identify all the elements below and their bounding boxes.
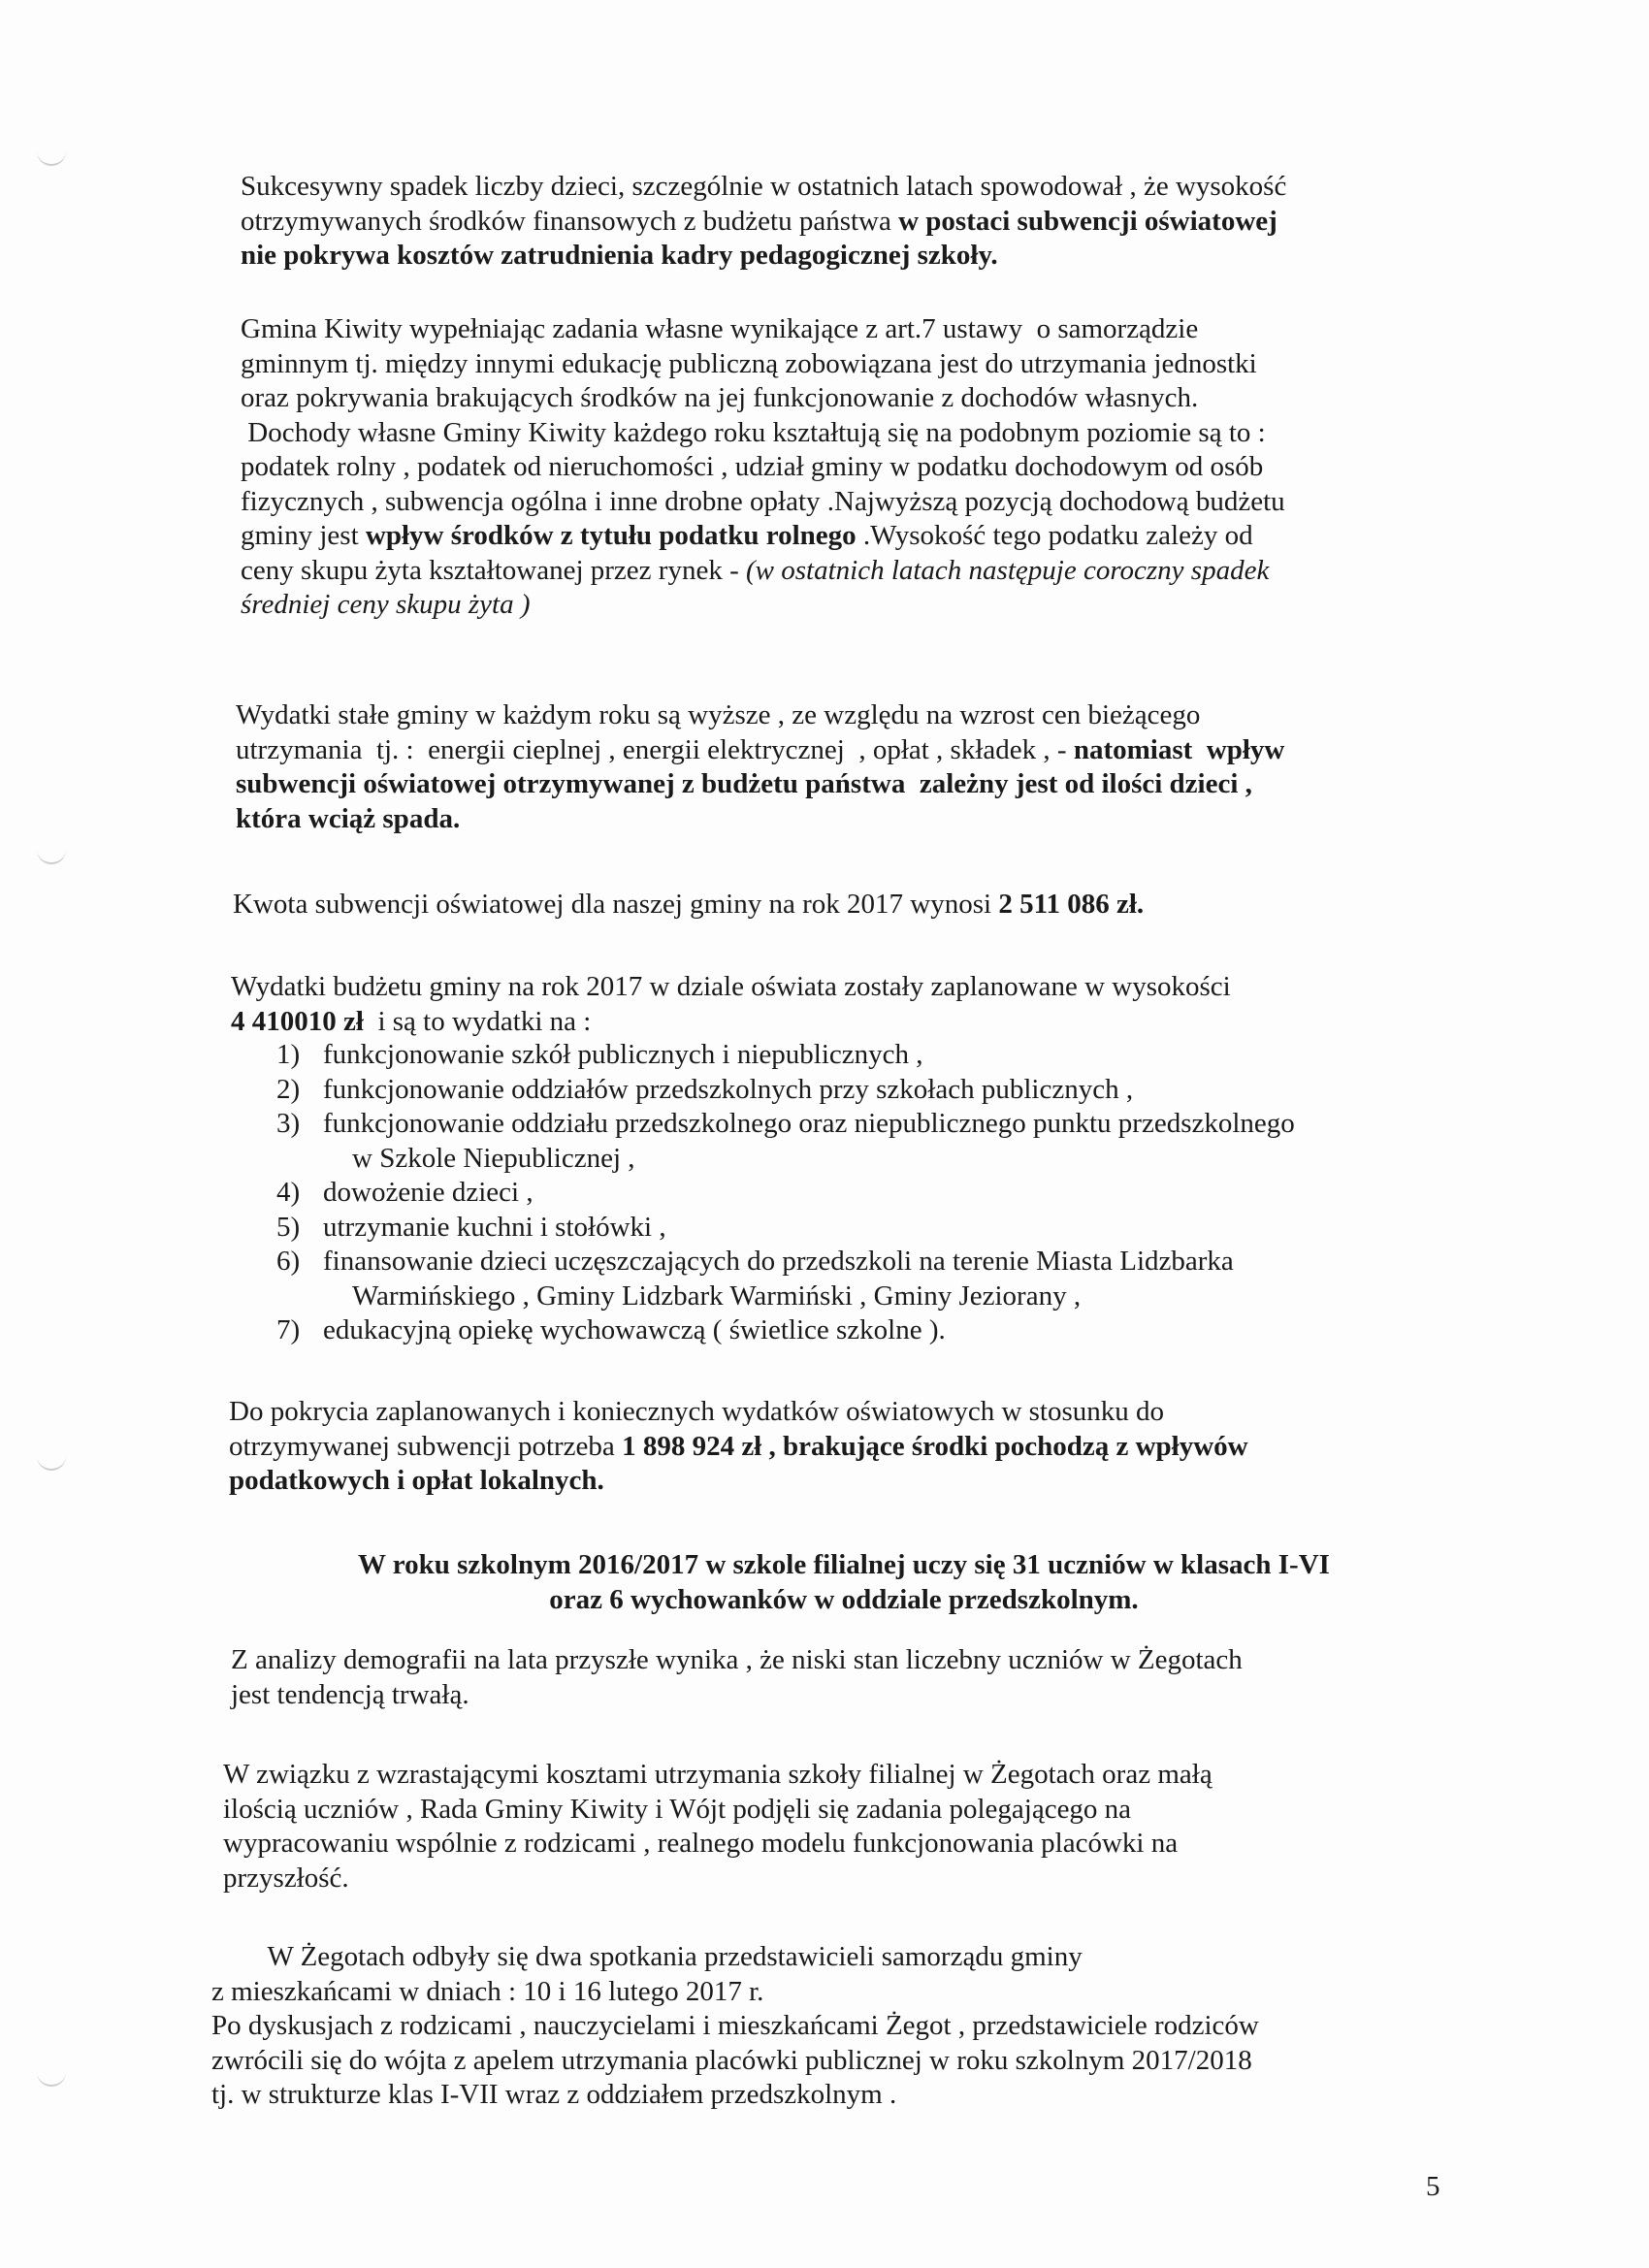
- text-segment: .Wysokość tego podatku zależy od: [856, 520, 1253, 551]
- paragraph-funding-gap: [229, 1395, 1248, 1499]
- text-segment: Po dyskusjach z rodzicami , nauczycielami i mieszkańcami Żegot , przedstawiciele rodziców: [211, 2010, 1259, 2041]
- text-line: [241, 205, 1286, 240]
- text-segment: Z analizy demografii na lata przyszłe wynika , że niski stan liczebny uczniów w Żegotach: [231, 1644, 1243, 1675]
- text-segment: Wydatki budżetu gminy na rok 2017 w dziale oświata zostały zaplanowane w wysokości: [231, 971, 1231, 1002]
- text-segment: i są to wydatki na :: [363, 1005, 592, 1037]
- text-line: [0, 1583, 1649, 1618]
- text-line: [241, 347, 1285, 382]
- text-segment: otrzymywanych środków finansowych z budżetu państwa: [241, 205, 899, 237]
- list-item: [276, 1107, 1295, 1176]
- bold-text: subwencji oświatowej otrzymywanej z budżetu państwa: [236, 768, 906, 799]
- text-line: [231, 1643, 1243, 1678]
- text-line: [241, 588, 1285, 623]
- bold-text: podatkowych i opłat lokalnych.: [229, 1465, 604, 1496]
- bold-text: w postaci subwencji oświatowej: [898, 205, 1277, 237]
- text-line: [241, 485, 1285, 520]
- text-segment: podatek rolny , podatek od nieruchomości , udział gminy w podatku dochodowym od osób: [241, 451, 1264, 482]
- paragraph-fixed-expenses: [236, 698, 1284, 836]
- text-segment: W Żegotach odbyły się dwa spotkania przedstawicieli samorządu gminy: [211, 1941, 1083, 1972]
- bold-text: 4 410010 zł: [231, 1005, 364, 1037]
- text-segment: gminy jest: [241, 520, 366, 551]
- text-line: [229, 1395, 1248, 1430]
- expense-list: [276, 1038, 1295, 1348]
- text-segment: W związku z wzrastającymi kosztami utrzymania szkoły filialnej w Żegotach oraz małą: [223, 1759, 1212, 1790]
- list-item: [276, 1245, 1295, 1313]
- text-line: [236, 698, 1284, 733]
- text-segment: Do pokrycia zaplanowanych i koniecznych wydatków oświatowych w stosunku do: [229, 1396, 1165, 1427]
- text-line: [241, 312, 1285, 347]
- list-number: 7): [276, 1314, 301, 1345]
- text-line: [229, 1464, 1248, 1499]
- text-line: [211, 2078, 1259, 2113]
- text-line: [236, 733, 1284, 768]
- text-line: [0, 1548, 1649, 1583]
- text-segment: Kwota subwencji oświatowej dla naszej gminy na rok 2017 wynosi: [233, 889, 999, 920]
- text-segment: ceny skupu żyta kształtowanej przez rynek -: [241, 554, 746, 586]
- list-item-text: w Szkole Niepublicznej ,: [352, 1142, 635, 1174]
- text-line: [229, 1430, 1248, 1465]
- text-line: [233, 888, 1144, 923]
- bold-text: nie pokrywa kosztów zatrudnienia kadry pedagogicznej szkoły.: [241, 240, 998, 271]
- text-segment: fizycznych , subwencja ogólna i inne drobne opłaty .Najwyższą pozycją dochodową budżetu: [241, 485, 1285, 517]
- text-line: [211, 1940, 1259, 1975]
- list-number: 6): [276, 1246, 301, 1277]
- list-number: 2): [276, 1073, 301, 1105]
- text-segment: z mieszkańcami w dniach : 10 i 16 lutego 2017 r.: [211, 1975, 764, 2007]
- centered-pupil-count: [0, 1548, 1649, 1617]
- text-segment: Dochody własne Gminy Kiwity każdego roku kształtują się na podobnym poziomie są to :: [241, 416, 1266, 448]
- text-line: [231, 970, 1231, 1005]
- page-number: 5: [1426, 2171, 1440, 2202]
- text-line: [241, 416, 1285, 451]
- text-segment: Gmina Kiwity wypełniając zadania własne wynikające z art.7 ustawy o samorządzie: [241, 313, 1199, 344]
- list-number: 1): [276, 1039, 301, 1070]
- text-line: [211, 1975, 1259, 2010]
- list-item-text: finansowanie dzieci uczęszczających do przedszkoli na terenie Miasta Lidzbarka: [323, 1246, 1234, 1277]
- paragraph-rising-costs: [223, 1758, 1212, 1895]
- list-item-text: funkcjonowanie szkół publicznych i niepublicznych ,: [323, 1039, 923, 1070]
- bold-text: natomiast wpływ: [1073, 733, 1285, 765]
- text-line: [236, 767, 1284, 802]
- list-item: [276, 1038, 1295, 1073]
- text-line: [241, 450, 1285, 485]
- list-item-text: utrzymanie kuchni i stołówki ,: [323, 1211, 666, 1243]
- list-item: [276, 1176, 1295, 1211]
- bold-text: 1 898 924 zł , brakujące środki pochodzą z wpływów: [622, 1430, 1248, 1462]
- list-item: [276, 1211, 1295, 1246]
- list-number: 4): [276, 1177, 301, 1208]
- text-segment: ilością uczniów , Rada Gminy Kiwity i Wójt podjęli się zadania polegającego na: [223, 1793, 1132, 1825]
- text-line: [231, 1005, 1231, 1040]
- text-line: [241, 239, 1286, 274]
- text-segment: oraz pokrywania brakujących środków na jej funkcjonowanie z dochodów własnych.: [241, 382, 1199, 413]
- text-segment: tj. w strukturze klas I-VII wraz z oddziałem przedszkolnym .: [211, 2079, 897, 2110]
- list-item-text: funkcjonowanie oddziału przedszkolnego oraz niepublicznego punktu przedszkolnego: [323, 1108, 1295, 1139]
- paragraph-subsidy-decline: [241, 170, 1286, 274]
- paragraph-meetings: [211, 1940, 1259, 2113]
- punch-hole-mark: [37, 2071, 66, 2087]
- text-segment: Sukcesywny spadek liczby dzieci, szczególnie w ostatnich latach spowodował , że wysokość: [241, 171, 1287, 202]
- bold-text: W roku szkolnym 2016/2017 w szkole filialnej uczy się 31 uczniów w klasach I-VI: [358, 1549, 1330, 1580]
- text-line: [223, 1793, 1212, 1828]
- list-item: [276, 1313, 1295, 1348]
- text-line: [241, 381, 1285, 416]
- text-segment: Wydatki stałe gminy w każdym roku są wyższe , ze względu na wzrost cen bieżącego: [236, 699, 1201, 730]
- list-item-text: dowożenie dzieci ,: [323, 1177, 534, 1208]
- bold-text: wpływ środków z tytułu podatku rolnego: [365, 520, 857, 551]
- text-line: [241, 554, 1285, 589]
- text-line: [211, 2009, 1259, 2044]
- text-line: [223, 1862, 1212, 1896]
- punch-hole-mark: [37, 849, 66, 864]
- paragraph-subsidy-amount: [233, 888, 1144, 923]
- list-item-text: Warmińskiego , Gminy Lidzbark Warmiński , Gminy Jeziorany ,: [352, 1280, 1082, 1312]
- text-line: [231, 1678, 1243, 1713]
- text-segment: zwrócili się do wójta z apelem utrzymania placówki publicznej w roku szkolnym 2017/2018: [211, 2044, 1252, 2076]
- text-segment: utrzymania tj. : energii cieplnej , energii elektrycznej , opłat , składek , -: [236, 733, 1074, 765]
- text-line: [241, 519, 1285, 554]
- text-segment: otrzymywanej subwencji potrzeba: [229, 1430, 623, 1462]
- paragraph-municipal-income: [241, 312, 1285, 623]
- punch-hole-mark: [37, 150, 66, 166]
- text-line: [211, 2044, 1259, 2079]
- italic-text: średniej ceny skupu żyta ): [241, 589, 531, 620]
- text-line: [223, 1827, 1212, 1862]
- text-segment: przyszłość.: [223, 1862, 349, 1894]
- text-segment: gminnym tj. między innymi edukację publiczną zobowiązana jest do utrzymania jednostki: [241, 347, 1257, 379]
- list-number: 5): [276, 1211, 301, 1243]
- paragraph-demographics: [231, 1643, 1243, 1712]
- text-segment: [905, 768, 920, 799]
- list-number: 3): [276, 1108, 301, 1139]
- list-item-text: edukacyjną opiekę wychowawczą ( świetlice szkolne ).: [323, 1314, 946, 1345]
- list-item-text: funkcjonowanie oddziałów przedszkolnych przy szkołach publicznych ,: [323, 1073, 1134, 1105]
- italic-text: (w ostatnich latach następuje coroczny spadek: [745, 554, 1270, 586]
- text-line: [223, 1758, 1212, 1793]
- bold-text: oraz 6 wychowanków w oddziale przedszkolnym.: [549, 1583, 1139, 1615]
- text-segment: jest tendencją trwałą.: [231, 1678, 469, 1710]
- punch-hole-mark: [37, 1455, 66, 1471]
- bold-text: 2 511 086 zł.: [998, 889, 1145, 920]
- text-line: [236, 802, 1284, 837]
- text-line: [241, 170, 1286, 205]
- bold-text: która wciąż spada.: [236, 802, 461, 834]
- list-item: [276, 1073, 1295, 1108]
- bold-text: zależny jest od ilości dzieci ,: [919, 768, 1252, 799]
- text-segment: wypracowaniu wspólnie z rodzicami , realnego modelu funkcjonowania placówki na: [223, 1828, 1179, 1859]
- paragraph-education-budget: [231, 970, 1231, 1039]
